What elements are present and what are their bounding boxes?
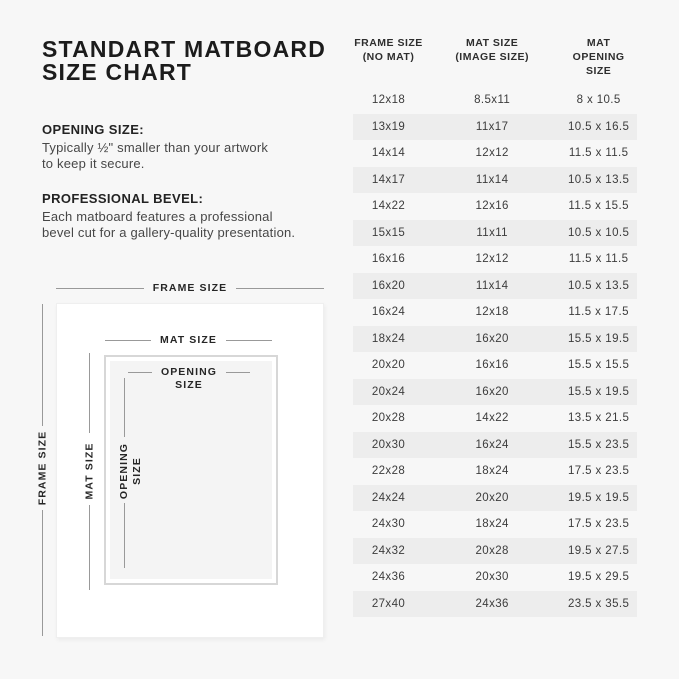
mat-size-label-vertical: MAT SIZE: [83, 442, 96, 500]
table-row: [353, 114, 637, 141]
table-row: [353, 193, 637, 220]
table-cell: 10.5 x 10.5: [567, 226, 630, 239]
label-line: [56, 288, 144, 289]
mat-size-label-text: MAT SIZE: [159, 334, 218, 346]
column-header-line: (NO MAT): [362, 51, 415, 63]
table-cell: 11x14: [475, 173, 509, 186]
label-line: [226, 340, 272, 341]
column-header-line: MAT SIZE: [466, 37, 519, 49]
table-cell: 11.5 x 11.5: [568, 147, 629, 160]
table-row: [353, 167, 637, 194]
table-cell: 20x28: [475, 544, 509, 557]
opening-size-label-vertical: [118, 443, 144, 499]
table-row: [353, 485, 637, 512]
table-cell: 13x19: [371, 120, 406, 133]
frame-size-label-vertical: FRAME SIZE: [36, 430, 49, 506]
opening-size-vertical-line-bottom: [124, 503, 125, 568]
table-row: [353, 379, 637, 406]
table-cell: 11x17: [475, 120, 509, 133]
table-cell: 20x20: [475, 491, 509, 504]
table-cell: 17.5 x 23.5: [567, 465, 630, 478]
opening-size-text-line-2: to keep it secure.: [42, 155, 145, 171]
column-header-frame-size: [353, 36, 424, 78]
table-row: [353, 246, 637, 273]
table-row: [353, 511, 637, 538]
table-cell: 10.5 x 13.5: [567, 173, 630, 186]
opening-size-vertical-line-1: OPENING: [118, 442, 130, 500]
table-cell: 16x20: [371, 279, 406, 292]
frame-size-label-horizontal: [56, 282, 324, 295]
opening-size-vertical-line-top: [124, 378, 125, 437]
table-cell: 14x22: [371, 200, 406, 213]
table-cell: 12x16: [475, 200, 509, 213]
opening-size-vertical-line-2: SIZE: [131, 457, 143, 485]
table-cell: 24x32: [371, 544, 406, 557]
column-header-mat-size: [424, 36, 560, 78]
frame-size-label-text: FRAME SIZE: [152, 282, 228, 294]
table-cell: 11x14: [475, 279, 509, 292]
opening-size-section: [42, 122, 347, 171]
professional-bevel-text-line-2: bevel cut for a gallery-quality presentation.: [42, 224, 296, 240]
page-title-line-1: STANDART MATBOARD: [42, 36, 327, 62]
table-cell: 20x30: [475, 571, 509, 584]
label-line: [128, 372, 152, 373]
table-row: [353, 326, 637, 353]
table-row: [353, 273, 637, 300]
label-line: [236, 288, 324, 289]
table-cell: 12x12: [475, 253, 509, 266]
table-cell: 14x22: [475, 412, 509, 425]
table-cell: 16x16: [371, 253, 406, 266]
table-row: [353, 405, 637, 432]
table-cell: 15x15: [371, 226, 406, 239]
table-cell: 23.5 x 35.5: [567, 597, 630, 610]
table-cell: 16x24: [371, 306, 406, 319]
page-title: [42, 38, 326, 84]
table-row: [353, 458, 637, 485]
label-line: [105, 340, 151, 341]
opening-size-label-line-2: SIZE: [175, 379, 203, 391]
table-cell: 15.5 x 19.5: [567, 385, 630, 398]
column-header-line: FRAME SIZE: [354, 37, 423, 49]
table-cell: 24x36: [475, 597, 509, 610]
table-cell: 17.5 x 23.5: [567, 518, 630, 531]
table-cell: 16x24: [475, 438, 509, 451]
page-title-line-2: SIZE CHART: [42, 59, 192, 85]
table-cell: 24x30: [371, 518, 406, 531]
table-row: [353, 591, 637, 618]
table-cell: 15.5 x 19.5: [567, 332, 630, 345]
size-table-body: [353, 87, 637, 617]
table-row: [353, 538, 637, 565]
table-row: [353, 564, 637, 591]
professional-bevel-section: [42, 191, 347, 240]
mat-size-label-horizontal: [105, 334, 272, 347]
table-cell: 16x20: [475, 332, 509, 345]
table-cell: 19.5 x 27.5: [567, 544, 630, 557]
table-cell: 11.5 x 17.5: [568, 306, 629, 319]
table-cell: 27x40: [371, 597, 406, 610]
table-cell: 10.5 x 16.5: [567, 120, 630, 133]
table-cell: 16x16: [475, 359, 509, 372]
column-header-line: SIZE: [585, 65, 612, 77]
label-line: [226, 372, 250, 373]
table-cell: 19.5 x 29.5: [567, 571, 630, 584]
table-cell: 18x24: [371, 332, 406, 345]
table-cell: 11.5 x 11.5: [568, 253, 629, 266]
table-cell: 10.5 x 13.5: [567, 279, 630, 292]
frame-size-vertical-line-bottom: [42, 510, 43, 636]
table-cell: 24x24: [371, 491, 406, 504]
table-cell: 12x12: [475, 147, 509, 160]
mat-size-vertical-line-bottom: [89, 505, 90, 590]
table-cell: 8 x 10.5: [576, 94, 621, 107]
table-cell: 20x28: [371, 412, 406, 425]
column-header-line: (IMAGE SIZE): [455, 51, 529, 63]
table-cell: 13.5 x 21.5: [567, 412, 630, 425]
table-cell: 14x14: [371, 147, 406, 160]
table-cell: 24x36: [371, 571, 406, 584]
table-cell: 20x20: [371, 359, 406, 372]
professional-bevel-text-line-1: Each matboard features a professional: [42, 209, 273, 224]
table-cell: 20x24: [371, 385, 406, 398]
table-row: [353, 140, 637, 167]
table-cell: 19.5 x 19.5: [567, 491, 630, 504]
table-cell: 20x30: [371, 438, 406, 451]
opening-size-heading: OPENING SIZE:: [42, 122, 144, 137]
table-cell: 18x24: [475, 465, 509, 478]
table-cell: 15.5 x 23.5: [567, 438, 630, 451]
mat-size-vertical-line-top: [89, 353, 90, 433]
column-header-line: MAT OPENING: [572, 37, 625, 63]
table-cell: 12x18: [475, 306, 509, 319]
table-cell: 15.5 x 15.5: [567, 359, 630, 372]
table-cell: 14x17: [371, 173, 406, 186]
table-row: [353, 432, 637, 459]
size-table-header: [353, 36, 637, 78]
table-cell: 12x18: [371, 94, 406, 107]
opening-size-label-horizontal: [128, 366, 250, 392]
opening-size-label-text: [152, 366, 226, 392]
frame-size-vertical-line-top: [42, 304, 43, 426]
table-cell: 11.5 x 15.5: [568, 200, 629, 213]
table-cell: 8.5x11: [474, 94, 511, 107]
table-row: [353, 87, 637, 114]
table-row: [353, 220, 637, 247]
table-cell: 16x20: [475, 385, 509, 398]
opening-size-text-line-1: Typically ½" smaller than your artwork: [42, 140, 269, 155]
professional-bevel-heading: PROFESSIONAL BEVEL:: [42, 191, 204, 206]
opening-size-label-line-1: OPENING: [160, 366, 218, 378]
table-row: [353, 299, 637, 326]
table-cell: 11x11: [476, 226, 508, 239]
table-cell: 22x28: [371, 465, 406, 478]
table-cell: 18x24: [475, 518, 509, 531]
table-row: [353, 352, 637, 379]
column-header-mat-opening-size: [560, 36, 637, 78]
